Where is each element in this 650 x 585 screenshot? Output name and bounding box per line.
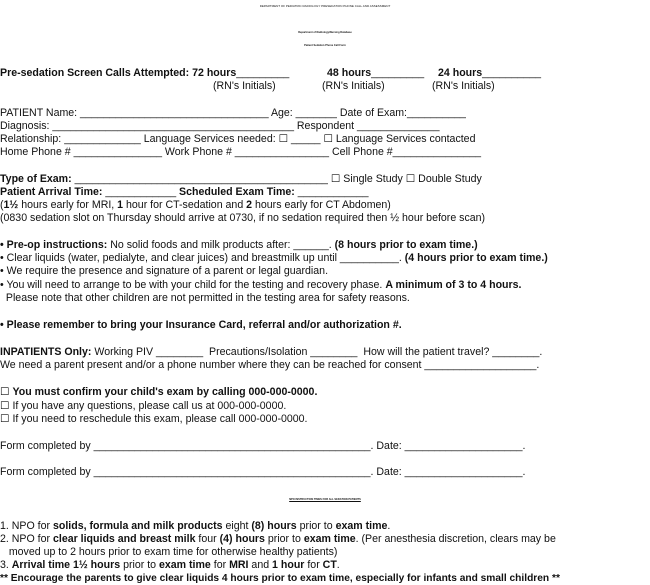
npo-title: NPO INSTRUCTION TIMES FOR ALL SEDATION PATIENTS: [289, 498, 361, 501]
form-completed-line-1[interactable]: Form completed by _______________________________________________. Date: ____________________.: [0, 440, 526, 452]
scheduled-line[interactable]: ____________: [294, 186, 369, 198]
confirm-checkbox-2[interactable]: ☐ If you have any questions, please call us at 000-000-0000.: [0, 400, 287, 412]
screen-calls-24: [438, 67, 541, 80]
screen-calls-48-line[interactable]: _________: [371, 67, 425, 79]
study-checkboxes[interactable]: ☐ Single Study ☐ Double Study: [330, 173, 482, 185]
preop-bullet-1: • Pre-op instructions: No solid foods and milk products after: ______. (8 hours prior to exam time.): [0, 239, 478, 251]
inpatients-label: INPATIENTS Only:: [0, 346, 92, 358]
diagnosis-line[interactable]: Diagnosis: _________________________________________ Respondent ______________: [0, 120, 440, 132]
consent-line[interactable]: We need a parent present and/or a phone number where they can be reached for consent ___________________.: [0, 359, 540, 371]
type-of-exam-label: Type of Exam:: [0, 173, 72, 185]
npo-item-3: 3. Arrival time 1½ hours prior to exam time for MRI and 1 hour for CT.: [0, 559, 340, 571]
npo-item-2: 2. NPO for clear liquids and breast milk four (4) hours prior to exam time. (Per anesthesia discretion, clears may be: [0, 533, 556, 545]
encourage-note: ** Encourage the parents to give clear liquids 4 hours prior to exam time, especially for infants and small children **: [0, 573, 560, 584]
h24-label: 24 hours: [438, 67, 483, 79]
preop-bullet-4-cont: Please note that other children are not permitted in the testing area for safety reasons.: [0, 292, 410, 304]
screen-calls-label: Pre-sedation Screen Calls Attempted: 72 hours: [0, 67, 237, 79]
screen-calls-24-line[interactable]: __________: [482, 67, 542, 79]
h48-label: 48 hours: [327, 67, 372, 79]
npo-item-2-cont: moved up to 2 hours prior to exam time for otherwise healthy patients): [0, 546, 338, 558]
rn-initials-1: (RN's Initials): [213, 80, 276, 92]
form-completed-line-2[interactable]: Form completed by _______________________________________________. Date: ____________________.: [0, 466, 526, 478]
early-arrival-note: (1½ hours early for MRI, 1 hour for CT-sedation and 2 hours early for CT Abdomen): [0, 199, 391, 211]
type-of-exam-row: [0, 173, 482, 186]
screen-calls-72-line[interactable]: _________: [236, 67, 290, 79]
type-of-exam-line[interactable]: ___________________________________________: [71, 173, 331, 185]
relationship-line[interactable]: Relationship: _____________ Language Services needed: ☐ _____ ☐ Language Services contacted: [0, 133, 476, 145]
screen-calls-row: [0, 67, 289, 80]
rn-initials-2: (RN's Initials): [322, 80, 385, 92]
arrival-line[interactable]: ____________: [102, 186, 180, 198]
top-title: DEPARTMENT OF PEDIATRIC RADIOLOGY PRESEDATION PHONE CALL AND ASSESSMENT: [259, 4, 391, 8]
screen-calls-48: [327, 67, 424, 80]
preop-bullet-2: • Clear liquids (water, pedialyte, and clear juices) and breastmilk up until __________. (4 hours prior to exam time.): [0, 252, 548, 264]
form-title: Patient Sedation Phone Call Form: [304, 44, 346, 47]
phone-line[interactable]: Home Phone # _______________ Work Phone # ________________ Cell Phone #_______________: [0, 146, 482, 158]
confirm-checkbox-3[interactable]: ☐ If you need to reschedule this exam, please call 000-000-0000.: [0, 413, 308, 425]
inpatients-row: [0, 346, 542, 359]
rn-initials-3: (RN's Initials): [432, 80, 495, 92]
scheduled-label: Scheduled Exam Time:: [179, 186, 295, 198]
inpatients-fields[interactable]: Working PIV ________ Precautions/Isolation ________ How will the patient travel? ________.: [91, 346, 543, 358]
database-title: Department of Radiology/Nursing Database: [298, 31, 352, 34]
arrival-label: Patient Arrival Time:: [0, 186, 103, 198]
confirm-checkbox-1[interactable]: ☐ You must confirm your child's exam by calling 000-000-0000.: [0, 386, 318, 398]
patient-name-line[interactable]: PATIENT Name: ________________________________ Age: _______ Date of Exam:__________: [0, 107, 466, 119]
arrival-time-row: [0, 186, 369, 199]
preop-bullet-3: • We require the presence and signature of a parent or legal guardian.: [0, 265, 329, 277]
insurance-reminder: • Please remember to bring your Insurance Card, referral and/or authorization #.: [0, 319, 402, 331]
sedation-slot-note: (0830 sedation slot on Thursday should arrive at 0730, if no sedation required then ½ hour before scan): [0, 212, 486, 224]
npo-item-1: 1. NPO for solids, formula and milk products eight (8) hours prior to exam time.: [0, 520, 391, 532]
preop-bullet-4: • You will need to arrange to be with your child for the testing and recovery phase. A minimum of 3 to 4 hours.: [0, 279, 522, 291]
